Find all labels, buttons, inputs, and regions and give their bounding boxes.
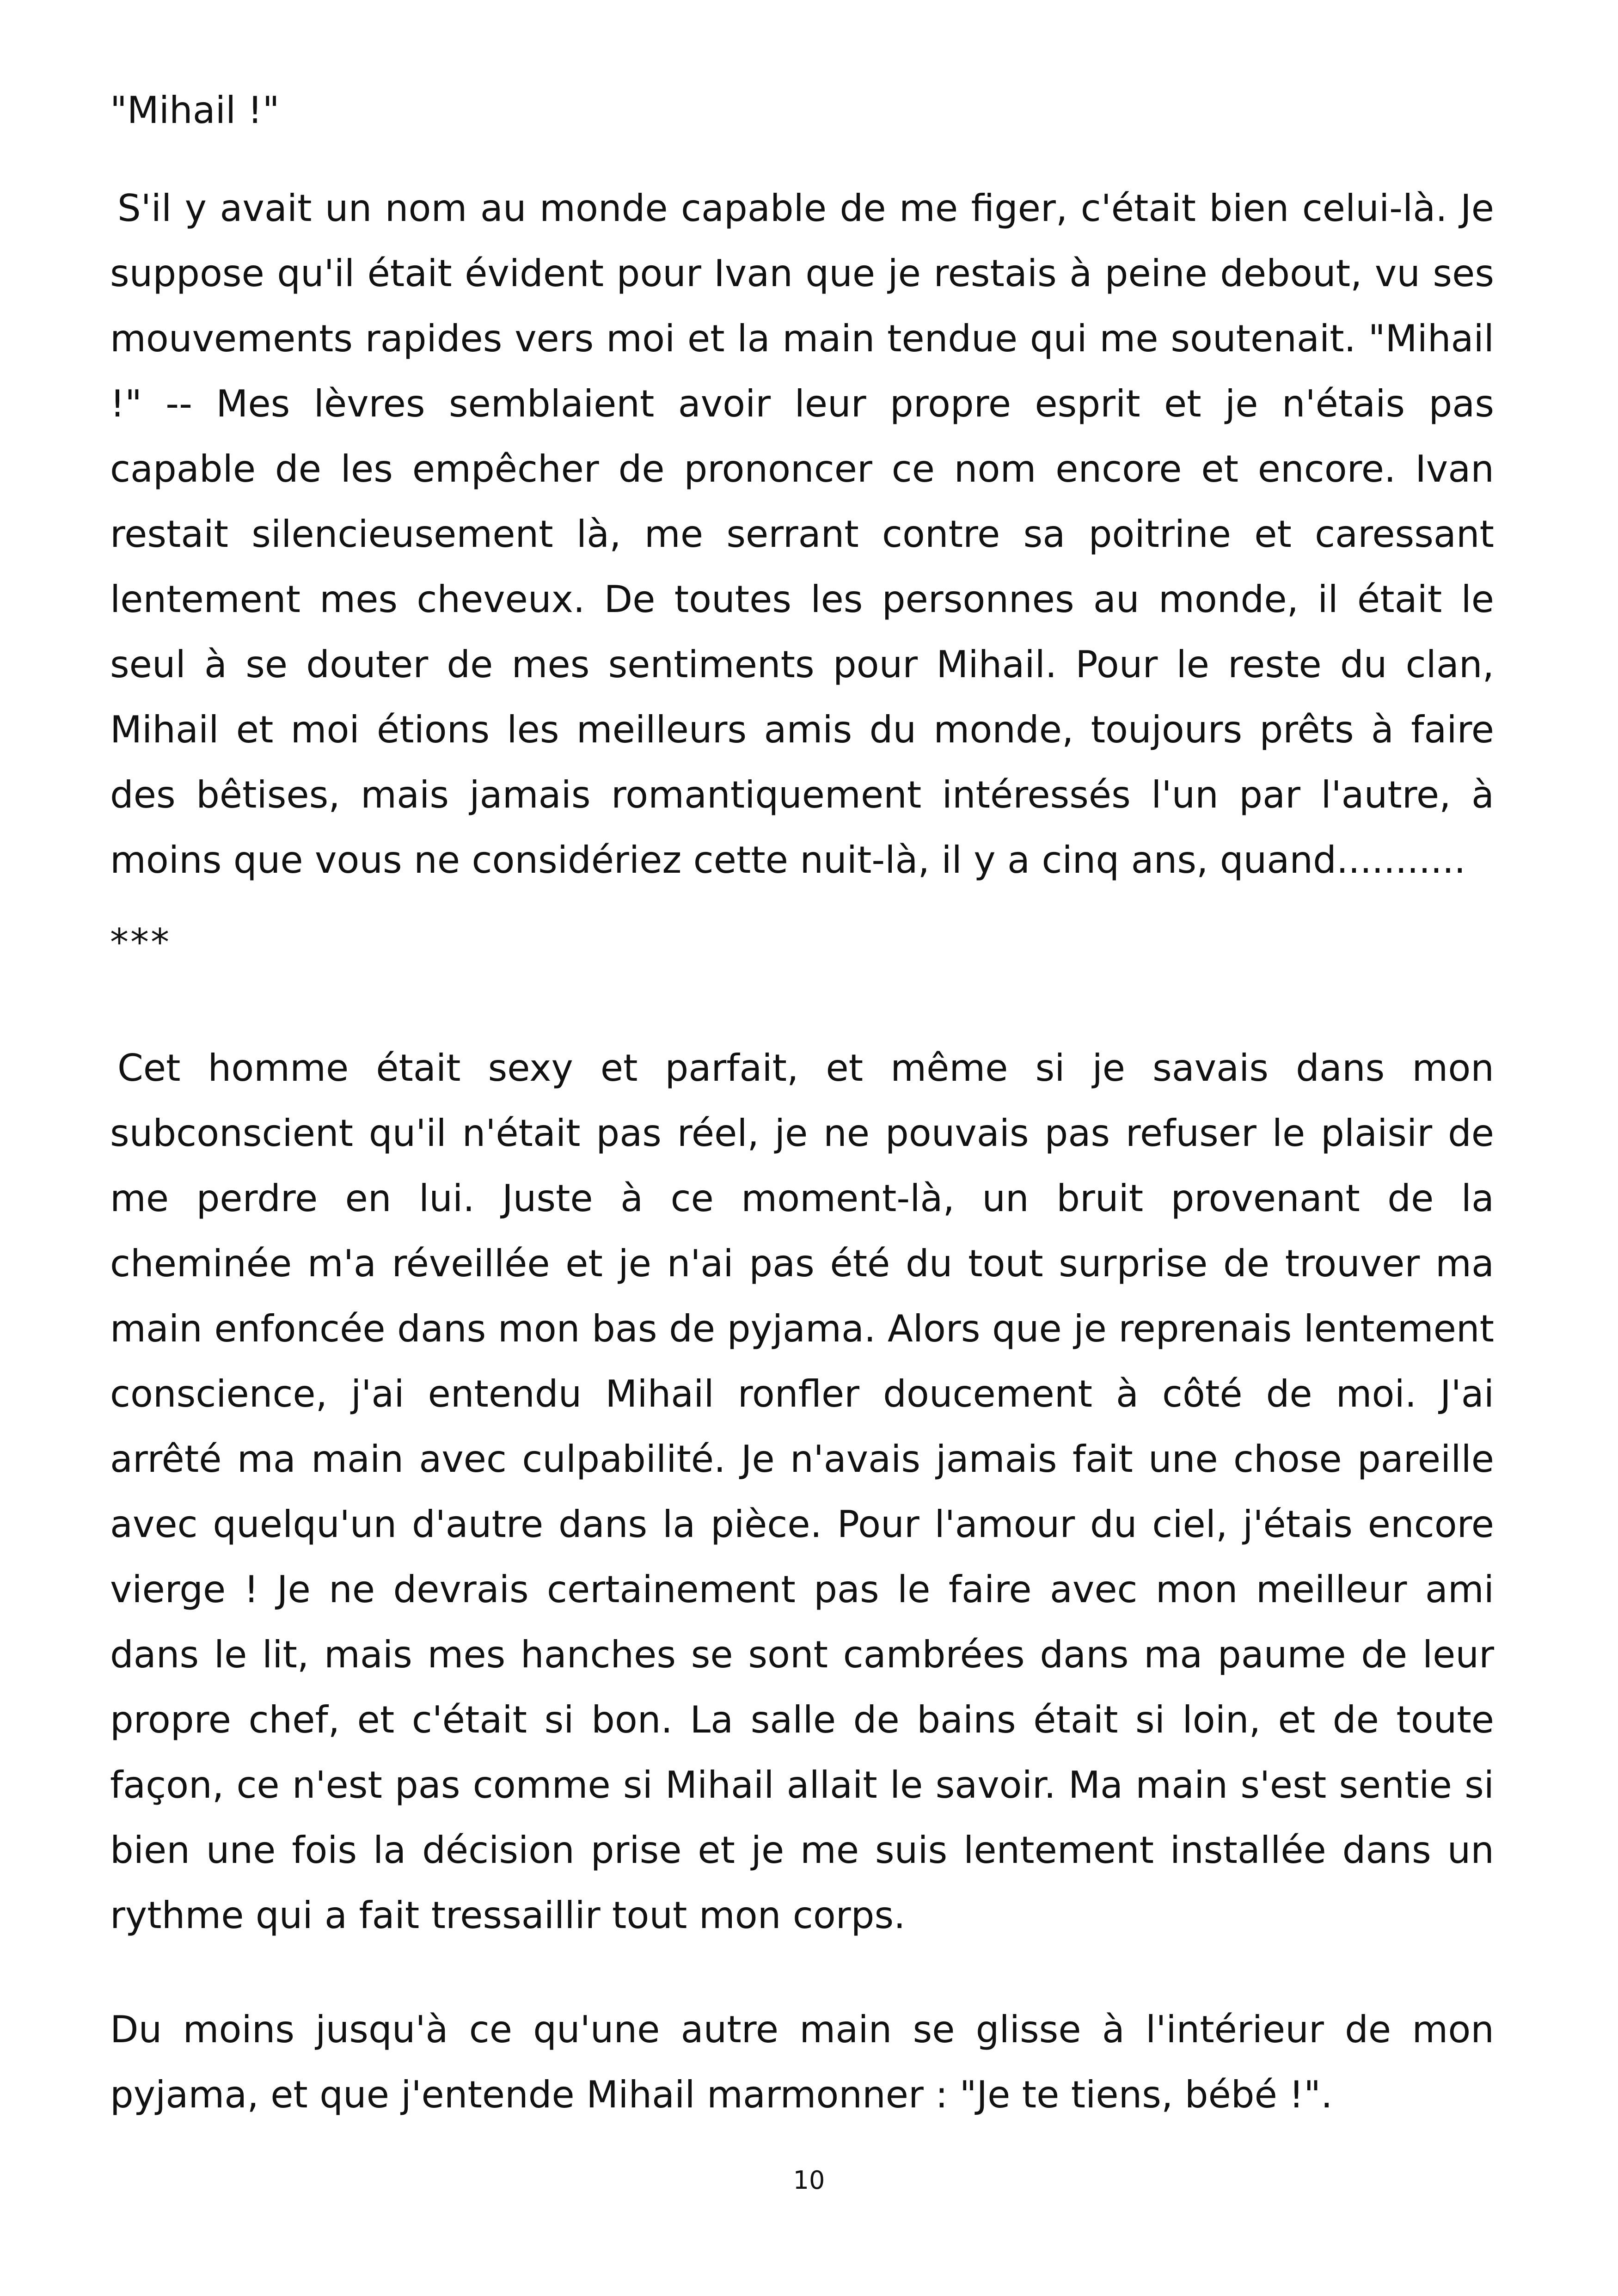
paragraph-dialogue-mihail: "Mihail !" <box>110 89 280 132</box>
page-number: 10 <box>793 2166 825 2195</box>
paragraph-closing: Du moins jusqu'à ce qu'une autre main se glisse à l'intérieur de mon pyjama, et que j'entende Mihail marmonner : "Je te tiens, bébé !". <box>110 2008 1494 2116</box>
paragraph-ivan-memory: S'il y avait un nom au monde capable de me figer, c'était bien celui-là. Je suppose qu'il était évident pour Ivan que je restais à peine debout, vu ses mouvements rapides vers moi et la main tendue qui me soutenait. "Mihail !" -- Mes lèvres semblaient avoir leur propre esprit et je n'étais pas capable de les empêcher de prononcer ce nom encore et encore. Ivan restait silencieusement là, me serrant contre sa poitrine et caressant lentement mes cheveux. De toutes les personnes au monde, il était le seul à se douter de mes sentiments pour Mihail. Pour le reste du clan, Mihail et moi étions les meilleurs amis du monde, toujours prêts à faire des bêtises, mais jamais romantiquement intéressés l'un par l'autre, à moins que vous ne considériez cette nuit-là, il y a cinq ans, quand........... <box>110 187 1494 882</box>
paragraph-flashback: Cet homme était sexy et parfait, et même si je savais dans mon subconscient qu'il n'était pas réel, je ne pouvais pas refuser le plaisir de me perdre en lui. Juste à ce moment-là, un bruit provenant de la cheminée m'a réveillée et je n'ai pas été du tout surprise de trouver ma main enfoncée dans mon bas de pyjama. Alors que je reprenais lentement conscience, j'ai entendu Mihail ronfler doucement à côté de moi. J'ai arrêté ma main avec culpabilité. Je n'avais jamais fait une chose pareille avec quelqu'un d'autre dans la pièce. Pour l'amour du ciel, j'étais encore vierge ! Je ne devrais certainement pas le faire avec mon meilleur ami dans le lit, mais mes hanches se sont cambrées dans ma paume de leur propre chef, et c'était si bon. La salle de bains était si loin, et de toute façon, ce n'est pas comme si Mihail allait le savoir. Ma main s'est sentie si bien une fois la décision prise et je me suis lentement installée dans un rythme qui a fait tressaillir tout mon corps. <box>110 1047 1494 1937</box>
scene-break: *** <box>110 921 171 964</box>
